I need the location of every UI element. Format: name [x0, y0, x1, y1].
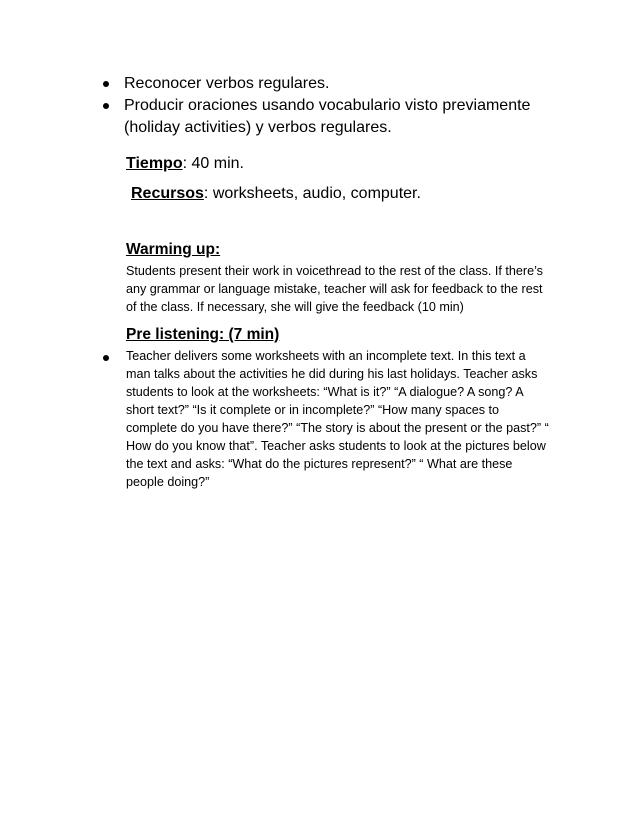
- pre-listening-line: man talks about the activities he did during his last holidays. Teacher asks: [126, 367, 538, 381]
- bullet-icon: [103, 355, 109, 361]
- objective-2-line-2: (holiday activities) y verbos regulares.: [124, 119, 392, 136]
- objective-1-line-1: Reconocer verbos regulares.: [124, 75, 330, 92]
- pre-listening-line: short text?” “Is it complete or in incomplete?” “How many spaces to: [126, 403, 500, 417]
- tiempo-line: [126, 153, 244, 175]
- tiempo-value: : 40 min.: [182, 155, 244, 172]
- recursos-value: : worksheets, audio, computer.: [203, 185, 421, 202]
- tiempo-label: Tiempo: [126, 155, 183, 172]
- pre-listening-paragraph: [126, 347, 549, 491]
- bullet-icon: [103, 103, 109, 109]
- warming-up-line: Students present their work in voicethread to the rest of the class. If there’s: [126, 264, 543, 278]
- pre-listening-line: Teacher delivers some worksheets with an incomplete text. In this text a: [126, 349, 526, 363]
- recursos-line: [131, 183, 421, 205]
- warming-up-line: any grammar or language mistake, teacher will ask for feedback to the rest: [126, 282, 543, 296]
- warming-up-heading: Warming up:: [126, 241, 221, 258]
- pre-listening-line: the text and asks: “What do the pictures represent?” “ What are these: [126, 457, 513, 471]
- warming-up-line: of the class. If necessary, she will give the feedback (10 min): [126, 300, 464, 314]
- bullet-icon: [103, 81, 109, 87]
- pre-listening-line: How do you know that”. Teacher asks students to look at the pictures below: [126, 439, 546, 453]
- pre-listening-heading: Pre listening: (7 min): [126, 326, 280, 343]
- warming-up-paragraph: [126, 262, 546, 316]
- recursos-label: Recursos: [131, 185, 204, 202]
- pre-listening-line: complete do you have there?” “The story is about the present or the past?” “: [126, 421, 549, 435]
- objective-2-line-1: Producir oraciones usando vocabulario visto previamente: [124, 97, 531, 114]
- pre-listening-line: people doing?”: [126, 475, 210, 489]
- pre-listening-line: students to look at the worksheets: “What is it?” “A dialogue? A song? A: [126, 385, 524, 399]
